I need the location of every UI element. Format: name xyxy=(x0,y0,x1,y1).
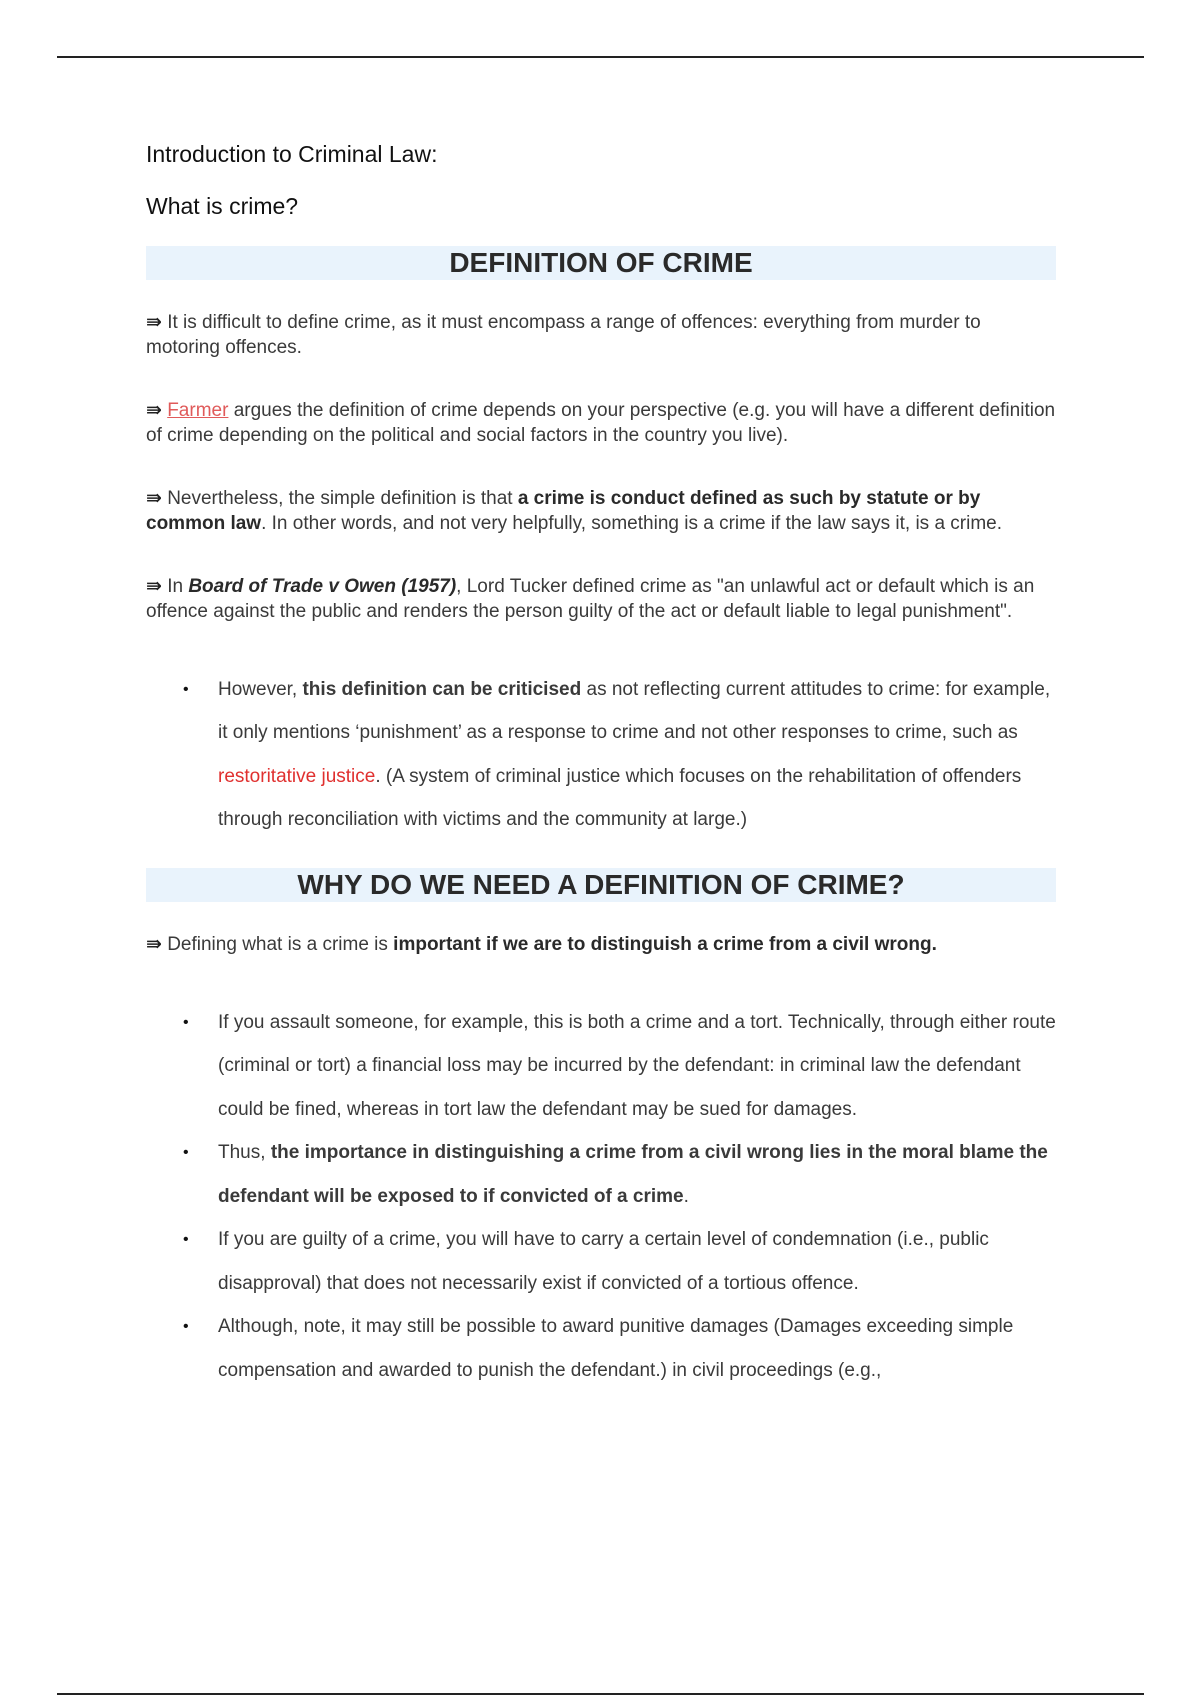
case-citation: Board of Trade v Owen (1957) xyxy=(188,575,457,597)
list-item: • Thus, the importance in distinguishing a crime from a civil wrong lies in the moral blame the defendant will be exposed to if convicted of a crime. xyxy=(218,1131,1056,1218)
arrow-icon: ⇛ xyxy=(146,575,162,597)
paragraph-civil-wrong: ⇛ Defining what is a crime is important if we are to distinguish a crime from a civil wrong. xyxy=(146,933,937,955)
criticism-list xyxy=(146,668,1056,842)
section-question: What is crime? xyxy=(146,192,299,219)
arrow-icon: ⇛ xyxy=(146,311,162,333)
document-body xyxy=(146,140,1056,1392)
bottom-rule xyxy=(57,1693,1144,1695)
bullet-icon: • xyxy=(183,1013,189,1031)
document-title: Introduction to Criminal Law: xyxy=(146,141,438,167)
list-item: • If you are guilty of a crime, you will have to carry a certain level of condemnation (i.e., public disapproval) that does not necessarily exist if convicted of a tortious offence. xyxy=(218,1218,1056,1305)
civil-wrong-list xyxy=(146,1001,1056,1393)
heading-definition-of-crime: DEFINITION OF CRIME xyxy=(146,246,1056,280)
list-item: • However, this definition can be criticised as not reflecting current attitudes to crime: for example, it only mentions ‘punishment’ as a response to crime and not other responses to crime, such as restoritative justice. (A system of criminal justice which focuses on the rehabilitation of offenders through reconciliation with victims and the community at large.) xyxy=(218,668,1056,842)
arrow-icon: ⇛ xyxy=(146,399,162,421)
bullet-icon: • xyxy=(183,1231,189,1249)
list-item: • If you assault someone, for example, this is both a crime and a tort. Technically, through either route (criminal or tort) a financial loss may be incurred by the defendant: in criminal law the defendant could be fined, whereas in tort law the defendant may be sued for damages. xyxy=(218,1001,1056,1132)
arrow-icon: ⇛ xyxy=(146,487,162,509)
paragraph-simple-definition: ⇛ Nevertheless, the simple definition is that a crime is conduct defined as such by statute or by common law. In other words, and not very helpfully, something is a crime if the law says it, is a crime. xyxy=(146,487,1003,534)
paragraph-difficult-to-define: ⇛ It is difficult to define crime, as it must encompass a range of offences: everything from murder to motoring offences. xyxy=(146,311,981,358)
paragraph-board-of-trade: ⇛ In Board of Trade v Owen (1957), Lord Tucker defined crime as "an unlawful act or default which is an offence against the public and renders the person guilty of the act or default liable to legal punishment". xyxy=(146,575,1035,622)
restorative-justice-link[interactable]: restoritative justice xyxy=(218,765,376,787)
bullet-icon: • xyxy=(183,1318,189,1336)
list-item: • Although, note, it may still be possible to award punitive damages (Damages exceeding simple compensation and awarded to punish the defendant.) in civil proceedings (e.g., xyxy=(218,1305,1056,1392)
arrow-icon: ⇛ xyxy=(146,933,162,955)
heading-why-need-definition: WHY DO WE NEED A DEFINITION OF CRIME? xyxy=(146,868,1056,902)
bullet-icon: • xyxy=(183,1144,189,1162)
paragraph-farmer: ⇛ Farmer argues the definition of crime depends on your perspective (e.g. you will have a different definition of crime depending on the political and social factors in the country you live). xyxy=(146,399,1056,446)
bullet-icon: • xyxy=(183,680,189,698)
farmer-link[interactable]: Farmer xyxy=(167,399,229,421)
top-rule xyxy=(57,56,1144,58)
